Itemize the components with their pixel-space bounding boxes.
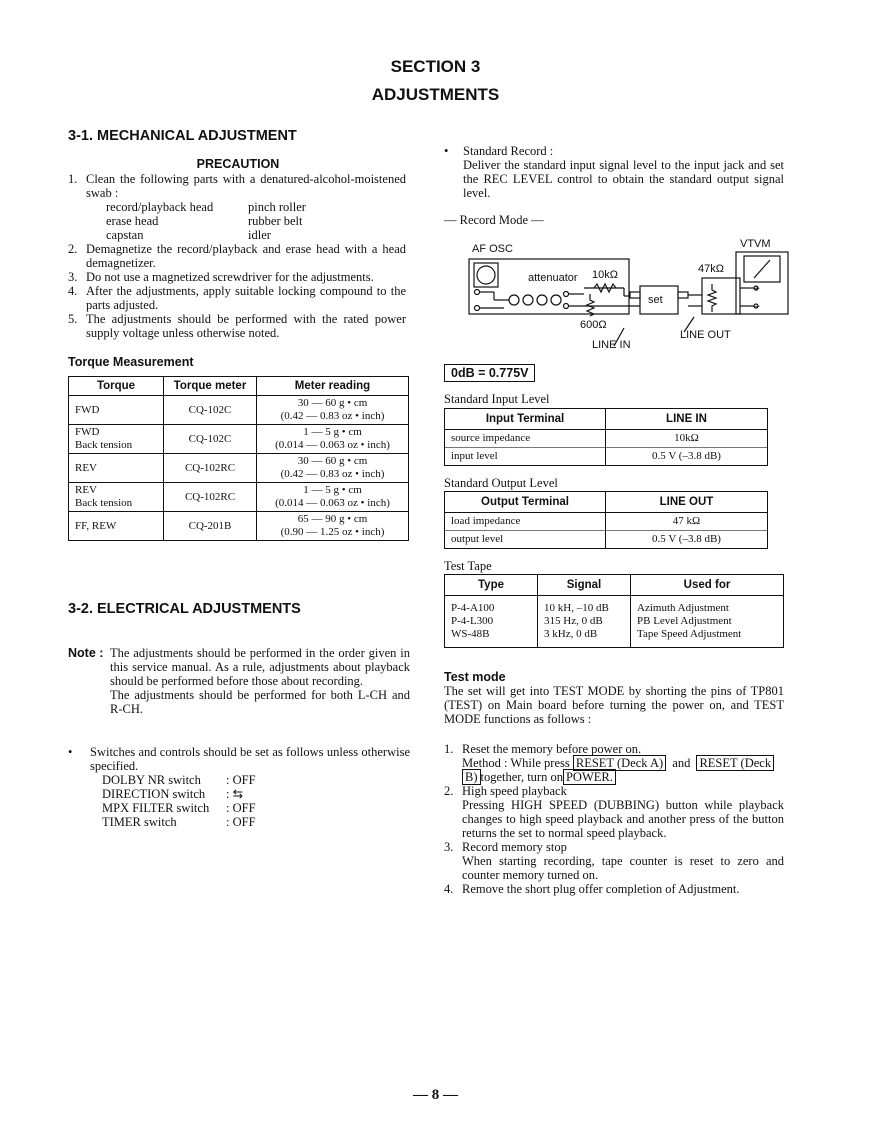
std-output-table: [444, 491, 768, 549]
list-item: MPX FILTER switch : OFF: [102, 801, 256, 815]
table-row: FWD CQ-102C 30 — 60 g • cm (0.42 — 0.83 oz • inch): [69, 396, 409, 425]
list-item: 2. High speed playback: [444, 784, 567, 798]
attenuator-label: attenuator: [528, 272, 578, 284]
reset-deck-b-key: RESET (Deck: [696, 755, 774, 771]
col-signal: Signal: [538, 575, 631, 596]
odb-reference: 0dB = 0.775V: [444, 364, 535, 382]
std-output-title: Standard Output Level: [444, 476, 558, 490]
line-out-label: LINE OUT: [680, 329, 731, 341]
r600-label: 600Ω: [580, 319, 607, 331]
mechanical-heading: 3-1. MECHANICAL ADJUSTMENT: [68, 128, 297, 144]
table-row: output level 0.5 V (–3.8 dB): [445, 531, 768, 549]
power-key: POWER.: [563, 769, 616, 785]
page-title: ADJUSTMENTS: [371, 85, 500, 104]
parts-list: record/playback head pinch roller erase head rubber belt capstan idler: [106, 200, 306, 242]
col-used-for: Used for: [631, 575, 784, 596]
test-mode-list: 1. Reset the memory before power on. Method : While press RESET (Deck A) and RESET (Deck B) together, turn on POWER. 2. High speed playback Pressing HIGH SPEED (DUBBING) button while playback changes to high speed playback and another press of the button returns the set to normal speed playback. 3. Record memory stop When starting recording, tape counter is reset to zero and counter memory turned on. 4. Remove the short plug offer completion of Adjustment.: [444, 742, 784, 896]
col-torque: Torque: [69, 377, 164, 396]
precaution-title: PRECAUTION: [196, 157, 280, 171]
precaution-item-2: 2. Demagnetize the record/playback and erase head with a head demagnetizer.: [68, 242, 406, 270]
page-number: — 8 —: [413, 1087, 458, 1103]
test-tape-title: Test Tape: [444, 559, 492, 573]
table-row: REV CQ-102RC 30 — 60 g • cm (0.42 — 0.83 oz • inch): [69, 454, 409, 483]
precaution-item-3: 3. Do not use a magnetized screwdriver for the adjustments.: [68, 270, 374, 284]
svg-text:+: +: [754, 284, 760, 295]
table-row: input level 0.5 V (–3.8 dB): [445, 448, 768, 466]
section-label: SECTION 3: [390, 57, 481, 76]
table-row: FF, REW CQ-201B 65 — 90 g • cm (0.90 — 1.25 oz • inch): [69, 512, 409, 541]
af-osc-label: AF OSC: [472, 243, 513, 255]
set-label: set: [648, 294, 663, 306]
precaution-item-5: 5. The adjustments should be performed with the rated power supply voltage unless otherwise noted.: [68, 312, 406, 340]
col-type: Type: [445, 575, 538, 596]
col-input-terminal: Input Terminal: [445, 409, 606, 430]
std-input-title: Standard Input Level: [444, 392, 550, 406]
r47k-label: 47kΩ: [698, 263, 724, 275]
precaution-item-4: 4. After the adjustments, apply suitable locking compound to the parts adjusted.: [68, 284, 406, 312]
list-item: 4. Remove the short plug offer completion of Adjustment.: [444, 882, 740, 896]
svg-text:–: –: [754, 301, 760, 312]
list-item: 3. Record memory stop: [444, 840, 567, 854]
std-input-table: [444, 408, 768, 466]
table-row: FWD Back tension CQ-102C 1 — 5 g • cm (0.014 — 0.063 oz • inch): [69, 425, 409, 454]
test-tape-table: [444, 574, 784, 648]
precaution-item-1: 1. Clean the following parts with a denatured-alcohol-moistened swab :: [68, 172, 406, 200]
col-meter-reading: Meter reading: [257, 377, 409, 396]
col-torque-meter: Torque meter: [164, 377, 257, 396]
col-line-out: LINE OUT: [606, 492, 768, 513]
line-in-label: LINE IN: [592, 339, 631, 351]
col-line-in: LINE IN: [606, 409, 768, 430]
af-osc-dial: [474, 263, 498, 287]
standard-record: • Standard Record : Deliver the standard input signal level to the input jack and set the REC LEVEL control to obtain the standard output signal level.: [444, 144, 784, 200]
torque-title: Torque Measurement: [68, 355, 194, 369]
note-text-1: The adjustments should be performed in the order given in this service manual. As a rule, adjustments about playback should be performed before those about recording.: [110, 646, 410, 688]
switch-list: [68, 773, 410, 829]
reset-deck-a-key: RESET (Deck A): [573, 755, 666, 771]
test-mode-intro: The set will get into TEST MODE by shorting the pins of TP801 (TEST) on Main board before turning the power on, and TEST MODE functions as follows :: [444, 684, 784, 726]
vtvm-label: VTVM: [740, 238, 771, 250]
record-mode-diagram: [444, 232, 794, 354]
table-row: source impedance 10kΩ: [445, 430, 768, 448]
note-label: Note :: [68, 646, 104, 660]
list-item: TIMER switch : OFF: [102, 815, 256, 829]
electrical-heading: 3-2. ELECTRICAL ADJUSTMENTS: [68, 601, 301, 617]
test-mode-title: Test mode: [444, 670, 506, 684]
standard-record-text: Deliver the standard input signal level to the input jack and set the REC LEVEL control to obtain the standard output signal level.: [463, 158, 784, 200]
note-text-2: The adjustments should be performed for both L-CH and R-CH.: [110, 688, 410, 716]
list-item: 1. Reset the memory before power on.: [444, 742, 642, 756]
precaution-list: [68, 172, 406, 340]
col-output-terminal: Output Terminal: [445, 492, 606, 513]
table-row: REV Back tension CQ-102RC 1 — 5 g • cm (0.014 — 0.063 oz • inch): [69, 483, 409, 512]
table-row: P-4-A100 P-4-L300 WS-48B 10 kH, –10 dB 315 Hz, 0 dB 3 kHz, 0 dB Azimuth Adjustment PB Level Adjustment Tape Speed Adjustment: [445, 596, 784, 648]
note-block: [68, 646, 410, 716]
list-item: DOLBY NR switch : OFF: [102, 773, 256, 787]
standard-record-label: Standard Record :: [463, 144, 554, 158]
table-row: load impedance 47 kΩ: [445, 513, 768, 531]
switches-block: • Switches and controls should be set as follows unless otherwise specified. DOLBY NR switch : OFF DIRECTION switch : ⇆ MPX FILTER switch : OFF TIMER switch : OFF: [68, 745, 410, 829]
list-item: DIRECTION switch : ⇆: [102, 787, 244, 801]
torque-table: [68, 376, 409, 541]
switches-intro: Switches and controls should be set as follows unless otherwise specified.: [90, 745, 410, 773]
record-mode-label: — Record Mode —: [444, 213, 544, 227]
r10k-label: 10kΩ: [592, 269, 618, 281]
